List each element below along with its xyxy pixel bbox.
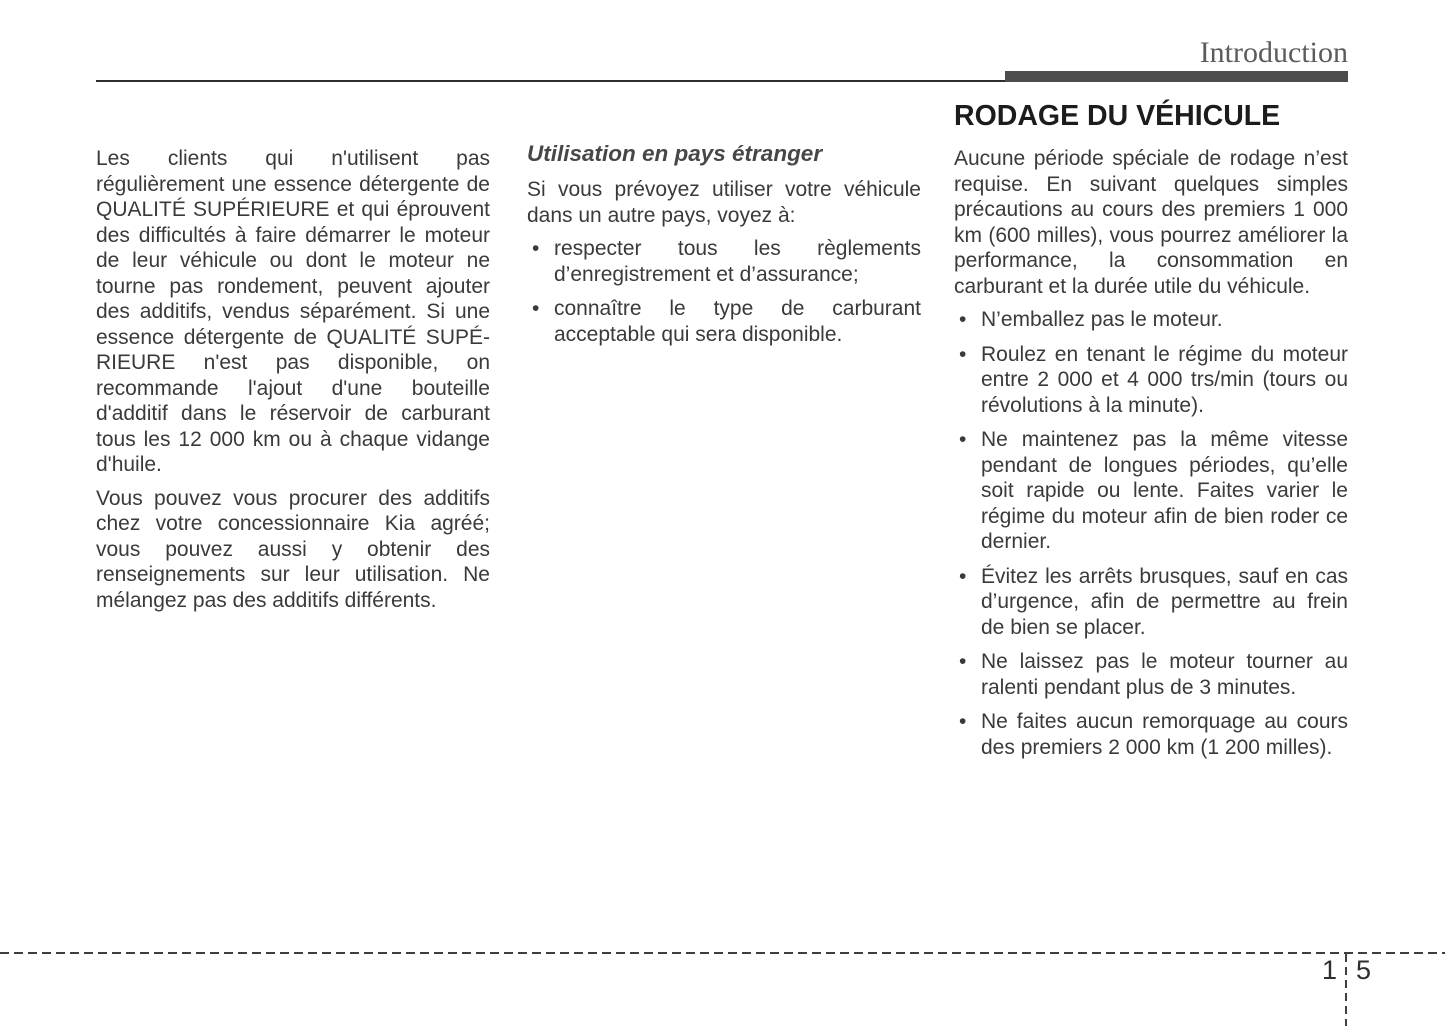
section-heading: RODAGE DU VÉHICULE [954, 100, 1281, 132]
body-paragraph: Vous pouvez vous procurer des additifs chez votre concessionnaire Kia agréé; vous pouvez aussi y obtenir des renseignements sur leur utilisation. Ne mélangez pas des additifs différents. [96, 486, 490, 612]
list-item: • respecter tous les règlements d’enregistrement et d’assurance; [527, 236, 921, 287]
bullet-list [527, 236, 921, 347]
list-item: • Roulez en tenant le régime du moteur entre 2 000 et 4 000 trs/min (tours ou révolutions à la minute). [954, 342, 1348, 419]
header-rule-thin [96, 80, 1006, 82]
list-item: • Ne laissez pas le moteur tourner au ralenti pendant plus de 3 minutes. [954, 649, 1348, 700]
bullet-list [954, 307, 1348, 760]
list-item: • Ne faites aucun remorquage au cours des premiers 2 000 km (1 200 milles). [954, 709, 1348, 760]
list-item: • N’emballez pas le moteur. [954, 307, 1348, 333]
page-number: 5 [1356, 955, 1372, 985]
list-item: • Évitez les arrêts brusques, sauf en cas d’urgence, afin de permettre au frein de bien se placer. [954, 564, 1348, 641]
column-foreign-use [527, 141, 921, 356]
subsection-heading: Utilisation en pays étranger [527, 141, 823, 166]
body-paragraph: Aucune période spéciale de rodage n’est requise. En suivant quelques simples précautions au cours des premiers 1 000 km (600 milles), vous pourrez améliorer la performance, la consommation en carburant et la durée utile du véhicule. [954, 147, 1348, 298]
body-paragraph: Si vous prévoyez utiliser votre véhicule dans un autre pays, voyez à: [527, 178, 921, 227]
column-break-in [954, 101, 1348, 769]
chapter-number: 1 [1322, 955, 1338, 985]
header-rule-thick [1005, 71, 1348, 82]
body-paragraph: Les clients qui n'utilisent pas régulièrement une essence détergente de QUALITÉ SUPÉRIEURE et qui éprouvent des difficultés à faire démarrer le moteur de leur véhicule ou dont le moteur ne tourne pas rondement, peuvent ajouter des additifs, vendus séparément. Si une essence détergente de QUALITÉ SUPÉRIEURE n'est pas disponible, on recommande l'ajout d'une bouteille d'additif dans le réservoir de carburant tous les 12 000 km ou à chaque vidange d'huile. [96, 147, 490, 476]
footer-dashed-rule [0, 952, 1445, 954]
section-header-title: Introduction [1199, 36, 1348, 69]
column-fuel-additives [96, 146, 490, 621]
list-item: • Ne maintenez pas la même vitesse pendant de longues périodes, qu’elle soit rapide ou lente. Faites varier le régime du moteur afin de bien roder ce dernier. [954, 427, 1348, 555]
list-item: • connaître le type de carburant acceptable qui sera disponible. [527, 296, 921, 347]
footer-dashed-divider [1345, 954, 1347, 1026]
